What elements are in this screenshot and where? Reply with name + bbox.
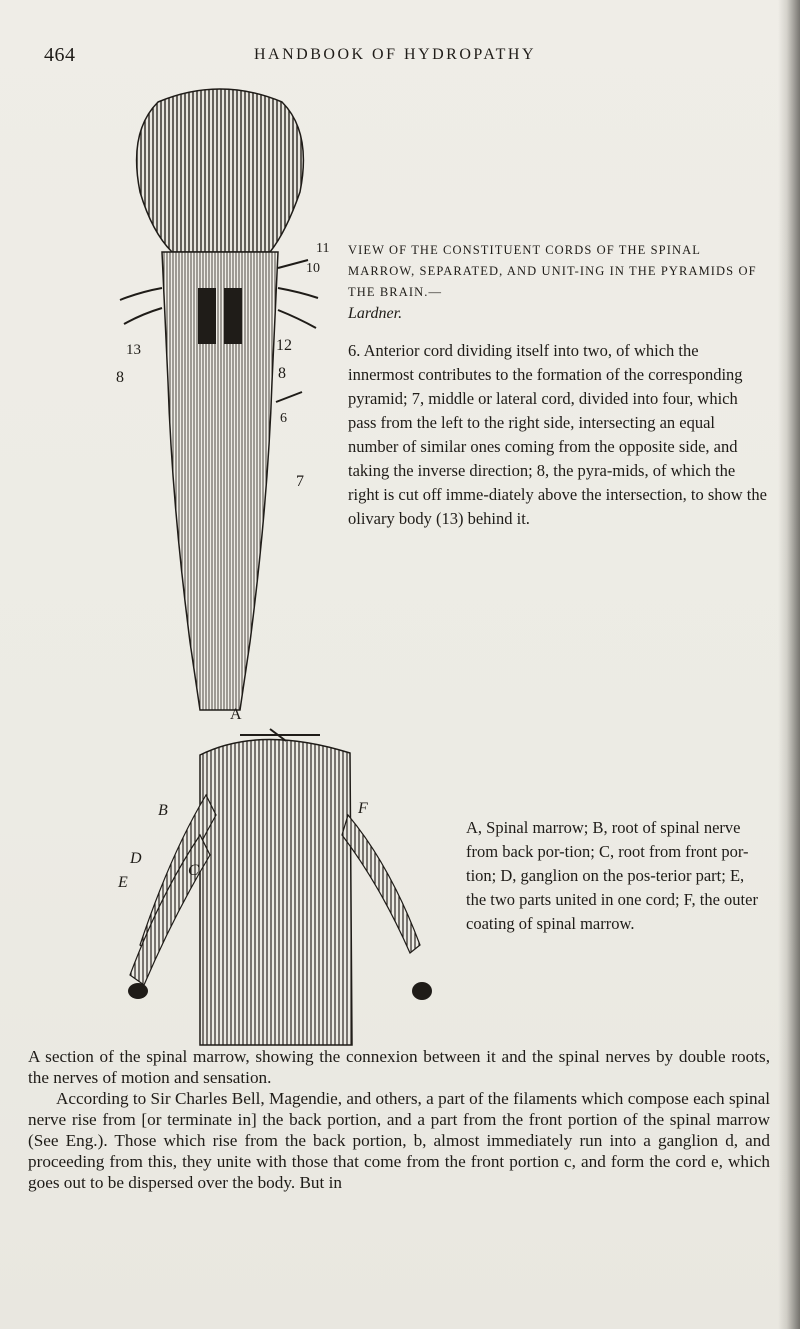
- body-paragraph-2: According to Sir Charles Bell, Magendie, and others, a part of the filaments which compose each spinal nerve rise from [or terminate in] the back portion, and a part from the front portion of the spinal marrow (See Eng.). Those which rise from the back portion, b, almost immediately run into a ganglion d, and proceeding from this, they unite with those that come from the front portion c, and form the cord e, which goes out to be dispersed over the body. But in: [28, 1089, 770, 1192]
- body-text: [28, 1046, 770, 1193]
- figure-label-10: 10: [306, 261, 320, 276]
- figure-2-label-c: C: [188, 862, 199, 879]
- figure-1-caption: [348, 240, 768, 531]
- figure-label-6: 6: [280, 411, 287, 426]
- figure-label-8-right: 8: [278, 365, 286, 382]
- page-header: [44, 44, 764, 72]
- figure-1-author: Lardner.: [348, 305, 403, 322]
- figure-1-title: VIEW OF THE CONSTITUENT CORDS OF THE SPINAL MARROW, SEPARATED, AND UNIT-ING IN THE PYRAMIDS OF THE BRAIN.—: [348, 243, 757, 299]
- body-paragraph-1: A section of the spinal marrow, showing the connexion between it and the spinal nerves by double roots, the nerves of motion and sensation.: [28, 1047, 770, 1087]
- running-head: HANDBOOK OF HYDROPATHY: [254, 46, 536, 63]
- figure-2-label-a: A: [230, 706, 242, 723]
- figure-label-7: 7: [296, 473, 304, 490]
- figure-2-label-d: D: [130, 850, 142, 867]
- figure-label-12: 12: [276, 337, 292, 354]
- page-number: 464: [44, 44, 76, 66]
- figure-2-label-b: B: [158, 802, 168, 819]
- figure-spinal-marrow-section: [90, 705, 470, 1050]
- figure-1-description: 6. Anterior cord dividing itself into two, of which the innermost contributes to the formation of the corresponding pyramid; 7, middle or lateral cord, divided into four, which pass from the left to the right side, intersecting an equal number of similar ones coming from the opposite side, and taking the inverse direction; 8, the pyra-mids, of which the right is cut off imme-diately above the intersection, to show the olivary body (13) behind it.: [348, 341, 767, 528]
- figure-spinal-cords-illustration: [100, 82, 340, 722]
- figure-2-label-e: E: [118, 874, 128, 891]
- figure-label-8-left: 8: [116, 369, 124, 386]
- figure-label-13: 13: [126, 342, 141, 358]
- figure-2-caption: A, Spinal marrow; B, root of spinal nerve from back por-tion; C, root from front por-tion; D, ganglion on the pos-terior part; E, the two parts united in one cord; F, the outer coating of spinal marrow.: [466, 818, 758, 933]
- figure-label-11: 11: [316, 241, 330, 256]
- figure-2-label-f: F: [358, 800, 368, 817]
- page-edge-shadow: [778, 0, 800, 1329]
